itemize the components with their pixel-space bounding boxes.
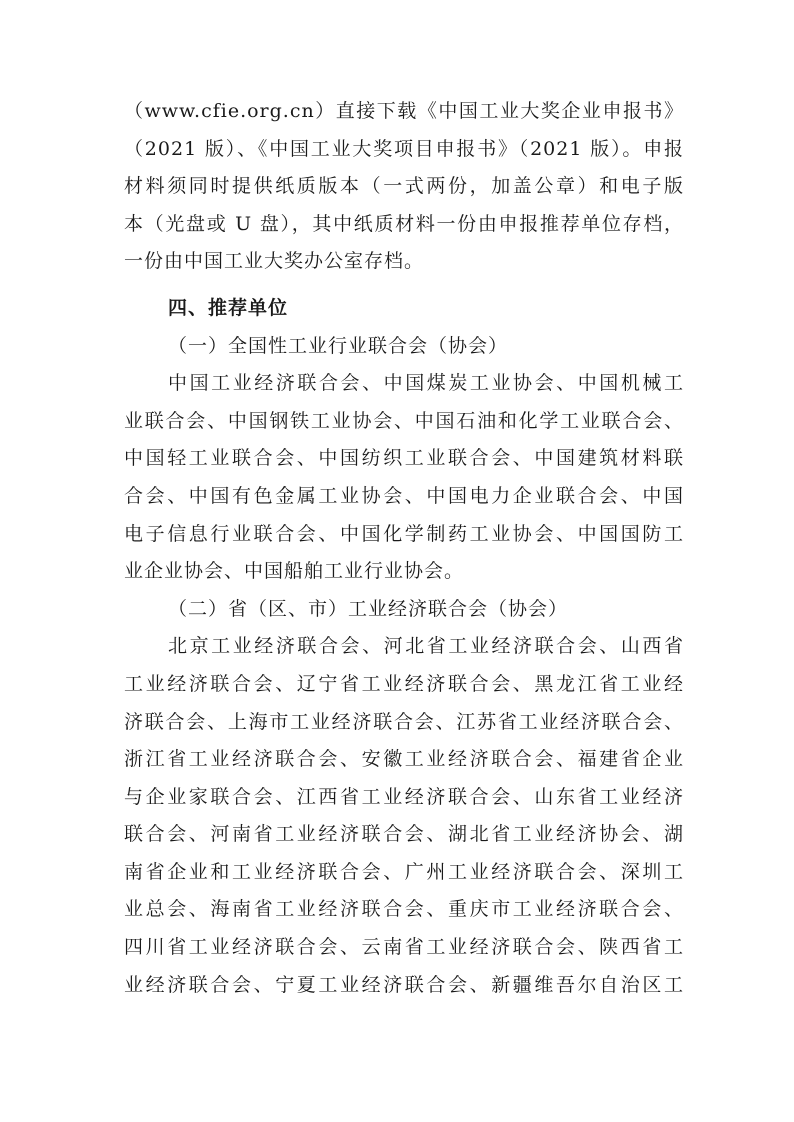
paragraph-line: 北京工业经济联合会、河北省工业经济联合会、山西省	[168, 635, 684, 658]
document-body	[124, 93, 684, 1004]
paragraph-line: （www.cfie.org.cn）直接下载《中国工业大奖企业申报书》	[124, 100, 684, 122]
paragraph-line: 业联合会、中国钢铁工业协会、中国石油和化学工业联合会、	[124, 409, 684, 432]
paragraph-provincial-federations	[124, 628, 684, 1004]
paragraph-application-materials	[124, 93, 684, 281]
paragraph-line: 业经济联合会、宁夏工业经济联合会、新疆维吾尔自治区工	[124, 973, 684, 996]
paragraph-line: （2021 版）、《中国工业大奖项目申报书》（2021 版）。申报	[124, 137, 684, 160]
paragraph-line: 济联合会、上海市工业经济联合会、江苏省工业经济联合会、	[124, 710, 684, 733]
paragraph-line: 合会、中国有色金属工业协会、中国电力企业联合会、中国	[124, 484, 684, 507]
paragraph-line: 与企业家联合会、江西省工业经济联合会、山东省工业经济	[124, 785, 684, 808]
paragraph-line: 浙江省工业经济联合会、安徽工业经济联合会、福建省企业	[124, 748, 684, 771]
paragraph-line: 电子信息行业联合会、中国化学制药工业协会、中国国防工	[124, 522, 684, 545]
paragraph-line: 材料须同时提供纸质版本（一式两份，加盖公章）和电子版	[124, 175, 684, 198]
subsection-heading-national-federations: （一）全国性工业行业联合会（协会）	[168, 334, 509, 357]
paragraph-line: 本（光盘或 U 盘），其中纸质材料一份由申报推荐单位存档，	[124, 212, 684, 235]
paragraph-line: 联合会、河南省工业经济联合会、湖北省工业经济协会、湖	[124, 823, 684, 846]
paragraph-line: 中国轻工业联合会、中国纺织工业联合会、中国建筑材料联	[124, 447, 684, 470]
paragraph-line: 南省企业和工业经济联合会、广州工业经济联合会、深圳工	[124, 860, 684, 883]
paragraph-line: 工业经济联合会、辽宁省工业经济联合会、黑龙江省工业经	[124, 672, 684, 695]
subsection-heading-provincial-federations: （二）省（区、市）工业经济联合会（协会）	[168, 597, 569, 620]
paragraph-line: 业总会、海南省工业经济联合会、重庆市工业经济联合会、	[124, 898, 684, 921]
paragraph-line: 一份由中国工业大奖办公室存档。	[124, 250, 425, 273]
paragraph-line: 四川省工业经济联合会、云南省工业经济联合会、陕西省工	[124, 936, 684, 959]
paragraph-line: 中国工业经济联合会、中国煤炭工业协会、中国机械工	[168, 372, 684, 395]
section-heading-recommending-units: 四、推荐单位	[168, 296, 289, 319]
paragraph-line: 业企业协会、中国船舶工业行业协会。	[124, 560, 465, 583]
paragraph-national-federations	[124, 365, 684, 591]
